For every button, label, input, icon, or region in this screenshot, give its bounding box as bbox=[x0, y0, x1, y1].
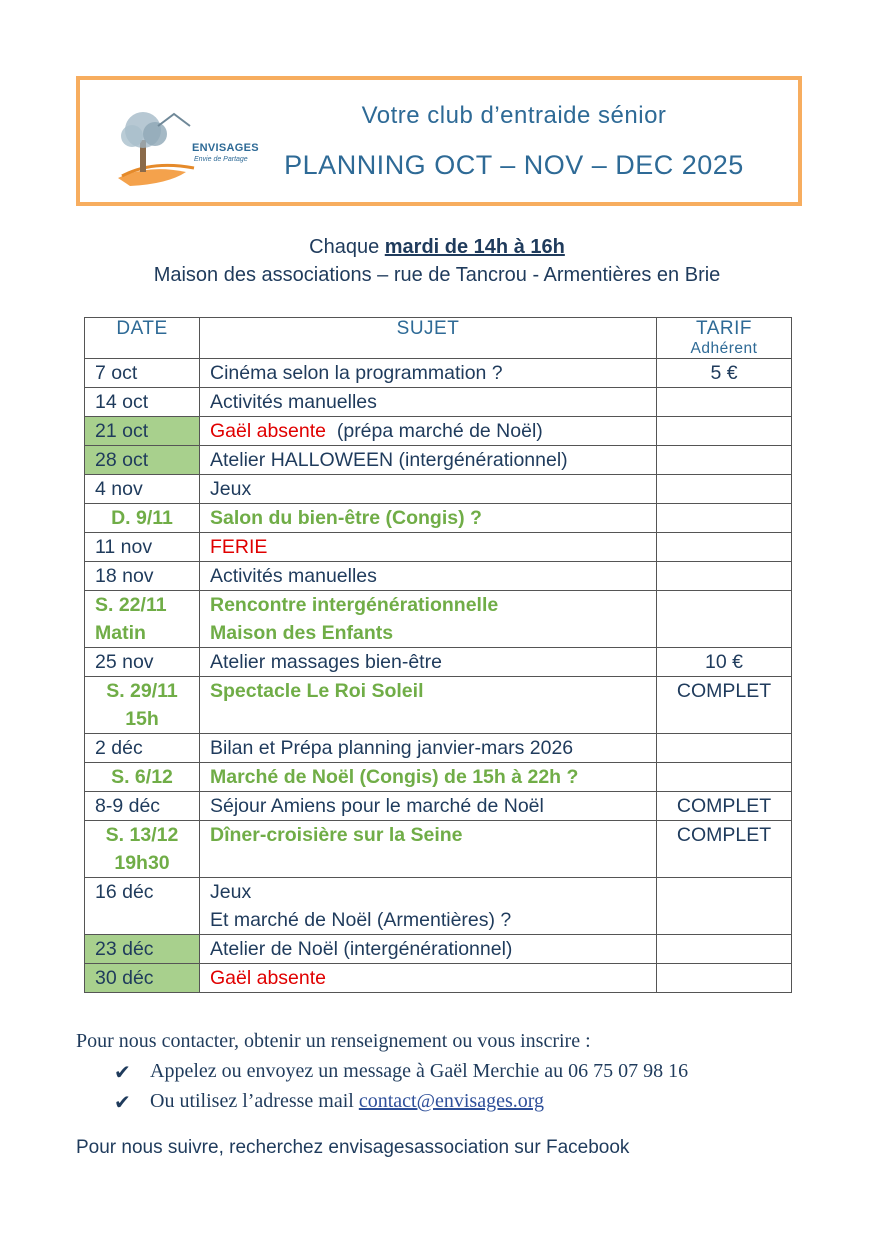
row-subject: Atelier de Noël (intergénérationnel) bbox=[200, 935, 657, 964]
location-line: Maison des associations – rue de Tancrou - Armentières en Brie bbox=[153, 264, 721, 286]
row-fee: COMPLET bbox=[657, 792, 792, 821]
header-fee-label: TARIF bbox=[696, 318, 752, 339]
row-date bbox=[85, 591, 200, 648]
row-date: D. 9/11 bbox=[85, 504, 200, 533]
table-row bbox=[85, 446, 792, 475]
contact-mail-prefix: Ou utilisez l’adresse mail bbox=[150, 1090, 359, 1112]
contact-phone-item bbox=[76, 1060, 836, 1090]
row-subject: Spectacle Le Roi Soleil bbox=[200, 677, 657, 734]
table-row bbox=[85, 964, 792, 993]
row-date: 8-9 déc bbox=[85, 792, 200, 821]
row-subject-line2: Et marché de Noël (Armentières) ? bbox=[210, 909, 512, 931]
row-fee bbox=[657, 562, 792, 591]
follow-line: Pour nous suivre, recherchez envisagesassociation sur Facebook bbox=[76, 1137, 630, 1158]
club-tagline: Votre club d’entraide sénior bbox=[361, 102, 667, 129]
row-fee bbox=[657, 446, 792, 475]
row-date bbox=[85, 821, 200, 878]
row-subject-line1: Jeux bbox=[210, 881, 252, 903]
row-fee bbox=[657, 417, 792, 446]
row-date: 23 déc bbox=[85, 935, 200, 964]
row-subject: Activités manuelles bbox=[200, 388, 657, 417]
table-row bbox=[85, 734, 792, 763]
schedule-prefix: Chaque bbox=[309, 236, 385, 258]
row-subject: Salon du bien-être (Congis) ? bbox=[200, 504, 657, 533]
row-fee: COMPLET bbox=[657, 677, 792, 734]
contact-mail-link[interactable]: contact@envisages.org bbox=[358, 1090, 545, 1112]
row-subject: FERIE bbox=[200, 533, 657, 562]
table-row bbox=[85, 475, 792, 504]
row-date-line2: 19h30 bbox=[114, 852, 170, 874]
row-date: 2 déc bbox=[85, 734, 200, 763]
row-date: 4 nov bbox=[85, 475, 200, 504]
page-title: PLANNING OCT – NOV – DEC 2025 bbox=[284, 150, 744, 180]
row-subject bbox=[200, 591, 657, 648]
row-fee bbox=[657, 935, 792, 964]
row-date-line1: S. 29/11 bbox=[106, 680, 178, 702]
header-box bbox=[76, 76, 802, 206]
row-date: 14 oct bbox=[85, 388, 200, 417]
row-date-line2: Matin bbox=[95, 622, 146, 644]
row-date: 25 nov bbox=[85, 648, 200, 677]
logo-name: ENVISAGES bbox=[192, 142, 259, 154]
table-row bbox=[85, 878, 792, 935]
planning-table bbox=[84, 317, 792, 993]
table-row bbox=[85, 792, 792, 821]
row-subject: Séjour Amiens pour le marché de Noël bbox=[200, 792, 657, 821]
header-subject: SUJET bbox=[200, 318, 657, 359]
row-fee: 5 € bbox=[657, 359, 792, 388]
header-fee-sub: Adhérent bbox=[690, 340, 758, 357]
contact-section bbox=[76, 1030, 836, 1120]
table-row bbox=[85, 677, 792, 734]
table-row bbox=[85, 648, 792, 677]
row-fee bbox=[657, 734, 792, 763]
schedule-highlight: mardi de 14h à 16h bbox=[384, 236, 565, 258]
row-subject-text: (prépa marché de Noël) bbox=[326, 420, 543, 442]
row-date: S. 6/12 bbox=[85, 763, 200, 792]
row-subject: Atelier HALLOWEEN (intergénérationnel) bbox=[200, 446, 657, 475]
row-subject: Cinéma selon la programmation ? bbox=[200, 359, 657, 388]
row-date-line2: 15h bbox=[125, 708, 159, 730]
contact-mail-item bbox=[76, 1090, 836, 1120]
row-subject: Activités manuelles bbox=[200, 562, 657, 591]
absence-label: Gaël absente bbox=[210, 420, 327, 442]
row-date: 16 déc bbox=[85, 878, 200, 935]
table-row bbox=[85, 504, 792, 533]
row-date: 7 oct bbox=[85, 359, 200, 388]
row-fee bbox=[657, 533, 792, 562]
table-row bbox=[85, 935, 792, 964]
schedule-line bbox=[0, 236, 874, 259]
row-date-line1: S. 22/11 bbox=[95, 594, 167, 616]
table-row bbox=[85, 417, 792, 446]
row-subject: Dîner-croisière sur la Seine bbox=[200, 821, 657, 878]
row-fee bbox=[657, 475, 792, 504]
table-row bbox=[85, 821, 792, 878]
header-date: DATE bbox=[85, 318, 200, 359]
row-subject: Jeux bbox=[200, 475, 657, 504]
row-fee bbox=[657, 964, 792, 993]
table-row bbox=[85, 763, 792, 792]
header-fee bbox=[657, 318, 792, 359]
contact-intro: Pour nous contacter, obtenir un renseignement ou vous inscrire : bbox=[76, 1030, 591, 1052]
contact-phone-text: Appelez ou envoyez un message à Gaël Merchie au 06 75 07 98 16 bbox=[150, 1060, 689, 1082]
row-subject: Bilan et Prépa planning janvier-mars 2026 bbox=[200, 734, 657, 763]
row-date bbox=[85, 677, 200, 734]
row-date-line1: S. 13/12 bbox=[105, 824, 179, 846]
row-date: 28 oct bbox=[85, 446, 200, 475]
row-fee: 10 € bbox=[657, 648, 792, 677]
table-header-row bbox=[85, 318, 792, 359]
check-icon: ✔ bbox=[114, 1092, 131, 1114]
row-fee bbox=[657, 504, 792, 533]
row-date: 18 nov bbox=[85, 562, 200, 591]
row-subject: Gaël absente bbox=[200, 964, 657, 993]
row-subject-line1: Rencontre intergénérationnelle bbox=[210, 594, 499, 616]
table-row bbox=[85, 359, 792, 388]
row-date: 21 oct bbox=[85, 417, 200, 446]
logo-tagline: Envie de Partage bbox=[194, 156, 248, 163]
table-row bbox=[85, 533, 792, 562]
row-subject-line2: Maison des Enfants bbox=[210, 622, 394, 644]
row-fee bbox=[657, 878, 792, 935]
row-date: 11 nov bbox=[85, 533, 200, 562]
row-subject bbox=[200, 417, 657, 446]
row-fee: COMPLET bbox=[657, 821, 792, 878]
row-fee bbox=[657, 763, 792, 792]
row-fee bbox=[657, 591, 792, 648]
row-subject: Marché de Noël (Congis) de 15h à 22h ? bbox=[200, 763, 657, 792]
table-row bbox=[85, 388, 792, 417]
table-row bbox=[85, 562, 792, 591]
table-row bbox=[85, 591, 792, 648]
row-subject: Atelier massages bien-être bbox=[200, 648, 657, 677]
row-subject bbox=[200, 878, 657, 935]
check-icon: ✔ bbox=[114, 1062, 131, 1084]
row-date: 30 déc bbox=[85, 964, 200, 993]
row-fee bbox=[657, 388, 792, 417]
